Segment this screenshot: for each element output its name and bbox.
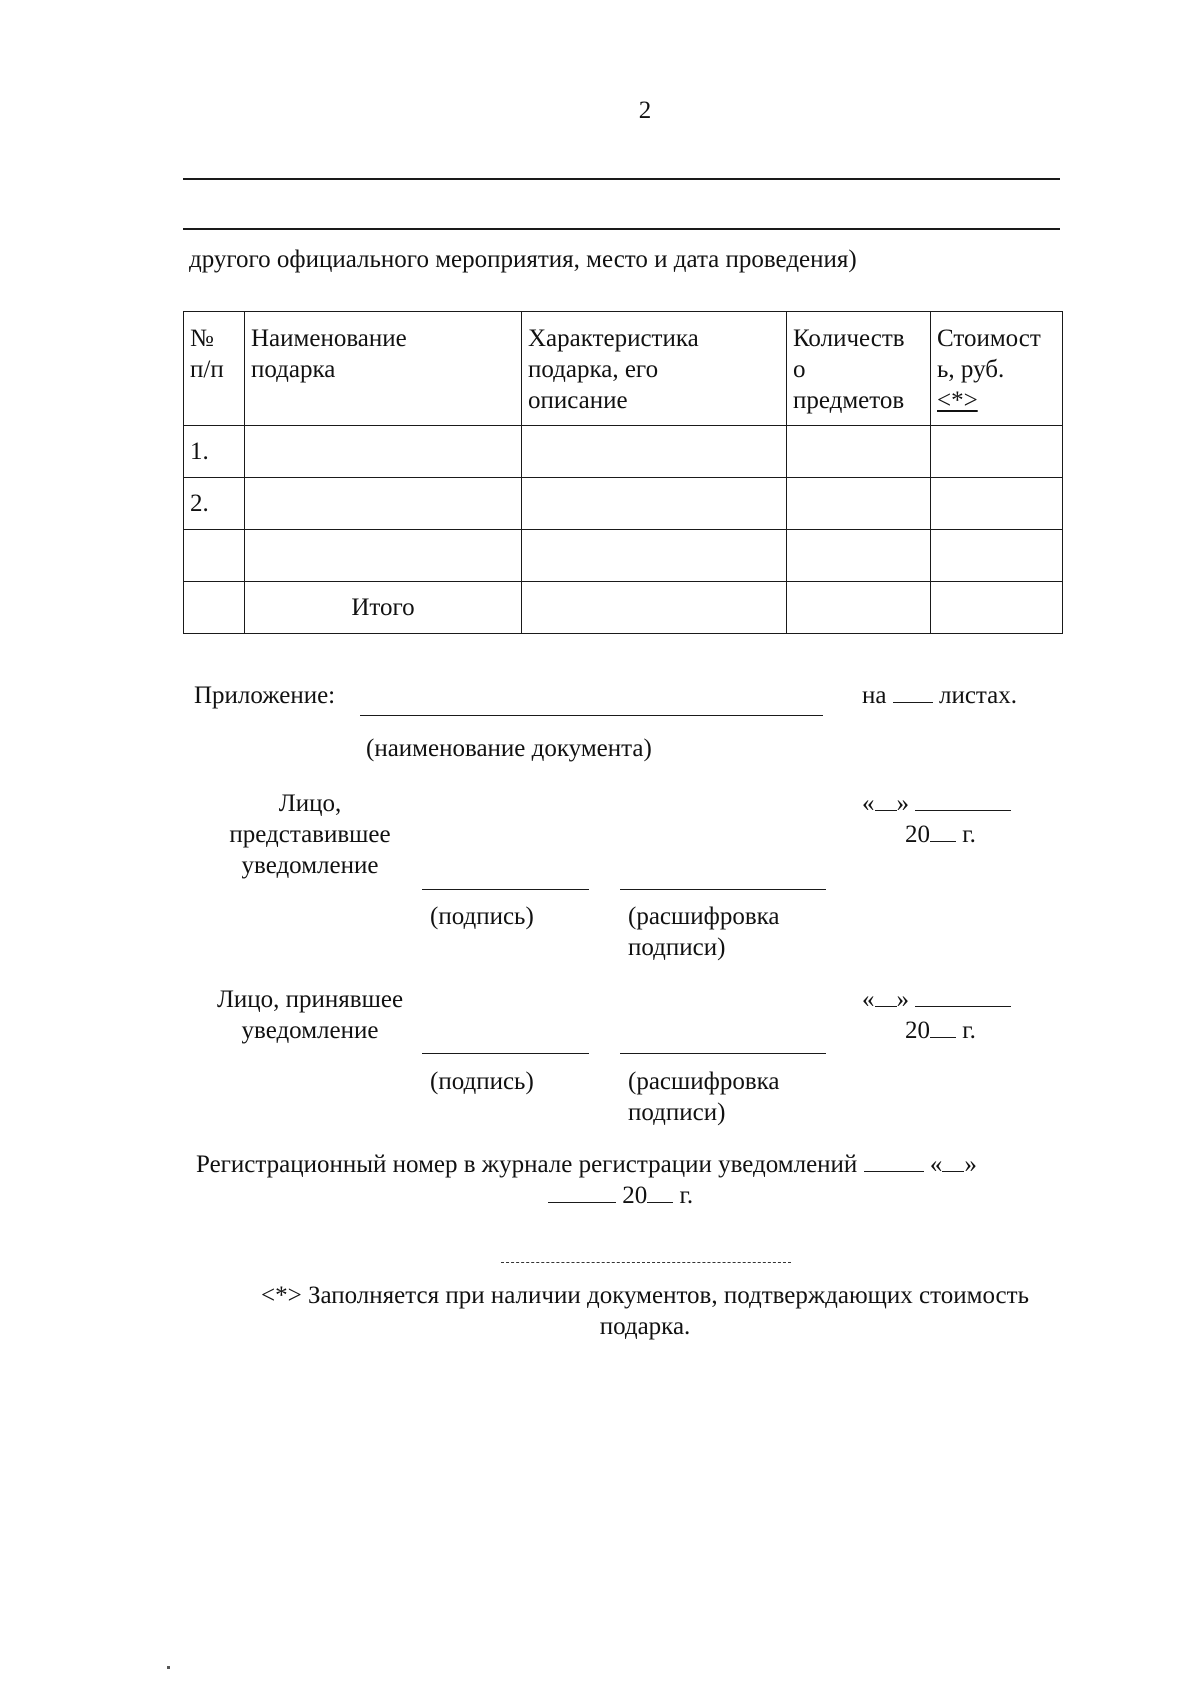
receiver-signature-caption: (подпись)	[430, 1068, 534, 1095]
table-cell	[522, 478, 787, 530]
table-header-row	[184, 312, 1063, 426]
table-cell	[522, 530, 787, 582]
footnote: <*> Заполняется при наличии документов, подтверждающих стоимость подарка.	[261, 1282, 1029, 1340]
gifts-table	[183, 311, 1063, 634]
receiver-label: Лицо, принявшее уведомление	[216, 986, 404, 1044]
event-caption: другого официального мероприятия, место и дата проведения)	[189, 246, 857, 273]
event-blank-line-1	[183, 178, 1060, 180]
attachment-label: Приложение:	[194, 682, 336, 709]
table-row	[184, 478, 1063, 530]
table-cell	[787, 530, 931, 582]
table-cell	[522, 582, 787, 634]
table-cell	[787, 426, 931, 478]
event-blank-line-2	[183, 228, 1060, 230]
table-cell	[931, 530, 1063, 582]
registration-number-blank	[864, 1149, 924, 1172]
scan-dot	[167, 1666, 170, 1669]
table-cell: 2.	[184, 478, 245, 530]
registration-date: 20 г.	[548, 1180, 693, 1211]
sheets-blank	[893, 680, 933, 703]
receiver-decoding-line	[620, 1053, 826, 1054]
table-cell	[522, 426, 787, 478]
table-cell	[184, 530, 245, 582]
receiver-year: 20 г.	[905, 1017, 976, 1044]
table-cell	[245, 478, 522, 530]
registration-line: Регистрационный номер в журнале регистрации уведомлений « »	[196, 1151, 977, 1178]
presenter-signature-line	[422, 889, 589, 890]
presenter-decoding-caption: (расшифровка подписи)	[628, 903, 780, 961]
table-cell	[245, 426, 522, 478]
table-cell	[245, 530, 522, 582]
attachment-caption: (наименование документа)	[366, 735, 652, 762]
col-header-characteristic: Характеристика подарка, его описание	[522, 312, 787, 426]
footnote-reference-link[interactable]: <*>	[937, 387, 978, 414]
table-cell	[787, 582, 931, 634]
table-cell	[931, 426, 1063, 478]
attachment-blank-line	[360, 715, 823, 716]
attachment-sheets: на листах.	[862, 682, 1018, 709]
receiver-date: « »	[862, 984, 1011, 1015]
presenter-signature-caption: (подпись)	[430, 903, 534, 930]
table-cell	[931, 582, 1063, 634]
table-row	[184, 426, 1063, 478]
page-number: 2	[638, 97, 652, 124]
table-cell: 1.	[184, 426, 245, 478]
receiver-signature-line	[422, 1053, 589, 1054]
col-header-quantity: Количеств о предметов	[787, 312, 931, 426]
presenter-decoding-line	[620, 889, 826, 890]
table-cell	[184, 582, 245, 634]
presenter-year: 20 г.	[905, 821, 976, 848]
table-cell	[787, 478, 931, 530]
col-header-name: Наименование подарка	[245, 312, 522, 426]
presenter-date: « »	[862, 788, 1011, 819]
total-label: Итого	[245, 582, 522, 634]
footnote-separator	[501, 1262, 791, 1263]
table-row	[184, 530, 1063, 582]
col-header-number: № п/п	[184, 312, 245, 426]
receiver-decoding-caption: (расшифровка подписи)	[628, 1068, 780, 1126]
table-cell	[931, 478, 1063, 530]
presenter-label: Лицо, представившее уведомление	[229, 790, 391, 879]
col-header-cost: Стоимост ь, руб. <*>	[931, 312, 1063, 426]
table-total-row	[184, 582, 1063, 634]
